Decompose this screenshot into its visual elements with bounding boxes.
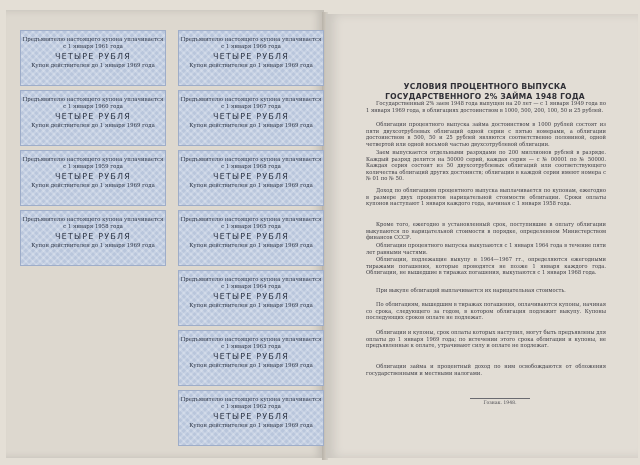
coupon bbox=[20, 90, 166, 146]
coupon-amount: ЧЕТЫРЕ РУБЛЯ bbox=[54, 232, 132, 241]
coupon-date: с 1 января 1959 года bbox=[63, 164, 123, 170]
coupon-header: Предъявителю настоящего купона уплачивается bbox=[180, 397, 322, 403]
condition-paragraph: Заем выпускается отдельными разрядами по 200 миллионов рублей в разряде. Каждый разряд делится на 50000 серий, каждая серия — с № 00001 по № 50000. Каждая серия состоит из 50 двухсотрублевых облигаций или соответствующего количества облигаций других достоинств; облигации в каждой серии имеют номера с № 01 по № 50. bbox=[366, 150, 606, 183]
coupon bbox=[178, 30, 324, 86]
conditions-subtitle: ГОСУДАРСТВЕННОГО 2% ЗАЙМА 1948 ГОДА bbox=[385, 92, 585, 101]
condition-paragraph: Облигации процентного выпуска займа достоинством в 1000 рублей состоят из пяти двухсотрублевых облигаций одной серии с пятью номерами, а облигации достоинством в 500, 50 и 25 рублей являются соответственно половиной, одной четвертой или одной восьмой частью двухсотрублевой облигации. bbox=[366, 122, 606, 148]
coupon-validity: Купон действителен до 1 января 1969 года bbox=[31, 243, 155, 249]
coupon-date: с 1 января 1958 года bbox=[63, 224, 123, 230]
coupon bbox=[20, 210, 166, 266]
condition-paragraph: Доход по облигациям процентного выпуска выплачивается по купонам, ежегодно в размере двух процентов нарицательной стоимости облигации. Сроки оплаты купонов наступают 1 января каждого года, начиная с 1 января 1958 года. bbox=[366, 188, 606, 208]
coupon-validity: Купон действителен до 1 января 1969 года bbox=[189, 123, 313, 129]
coupon-header: Предъявителю настоящего купона уплачивается bbox=[180, 337, 322, 343]
coupon-header: Предъявителю настоящего купона уплачивается bbox=[180, 97, 322, 103]
coupon-amount: ЧЕТЫРЕ РУБЛЯ bbox=[212, 232, 290, 241]
coupon-amount: ЧЕТЫРЕ РУБЛЯ bbox=[54, 52, 132, 61]
coupon bbox=[20, 150, 166, 206]
coupon-amount: ЧЕТЫРЕ РУБЛЯ bbox=[212, 412, 290, 421]
coupon bbox=[178, 210, 324, 266]
coupon-header: Предъявителю настоящего купона уплачивается bbox=[22, 97, 164, 103]
coupon-header: Предъявителю настоящего купона уплачивается bbox=[22, 157, 164, 163]
condition-paragraph: Облигации, подлежащие выкупу в 1964—1967 гг., определяются ежегодными тиражами погашения, которые проводятся не позже 1 января каждого года. Облигации, не вышедшие в тиражах погашения, выкупаются с 1 января 1968 года. bbox=[366, 257, 606, 277]
condition-paragraph: Облигации займа и процентный доход по ним освобождаются от обложения государственными и местными налогами. bbox=[366, 364, 606, 377]
coupon-validity: Купон действителен до 1 января 1969 года bbox=[189, 423, 313, 429]
coupon-amount: ЧЕТЫРЕ РУБЛЯ bbox=[212, 352, 290, 361]
coupon-date: с 1 января 1968 года bbox=[221, 164, 281, 170]
coupon-header: Предъявителю настоящего купона уплачивается bbox=[22, 217, 164, 223]
coupon-amount: ЧЕТЫРЕ РУБЛЯ bbox=[212, 292, 290, 301]
coupon-validity: Купон действителен до 1 января 1969 года bbox=[189, 183, 313, 189]
coupon-header: Предъявителю настоящего купона уплачивается bbox=[22, 37, 164, 43]
coupon-date: с 1 января 1961 года bbox=[63, 44, 123, 50]
coupon-amount: ЧЕТЫРЕ РУБЛЯ bbox=[212, 172, 290, 181]
coupon-validity: Купон действителен до 1 января 1969 года bbox=[189, 303, 313, 309]
coupon-date: с 1 января 1964 года bbox=[221, 284, 281, 290]
coupon-header: Предъявителю настоящего купона уплачивается bbox=[180, 157, 322, 163]
coupon-amount: ЧЕТЫРЕ РУБЛЯ bbox=[54, 172, 132, 181]
coupon bbox=[20, 30, 166, 86]
coupon bbox=[178, 150, 324, 206]
coupon bbox=[178, 330, 324, 386]
coupon-amount: ЧЕТЫРЕ РУБЛЯ bbox=[212, 112, 290, 121]
coupon-header: Предъявителю настоящего купона уплачивается bbox=[180, 277, 322, 283]
printer-note: Гознак. 1948. bbox=[470, 398, 530, 406]
coupon-validity: Купон действителен до 1 января 1969 года bbox=[189, 63, 313, 69]
coupon bbox=[178, 390, 324, 446]
coupon-date: с 1 января 1967 года bbox=[221, 104, 281, 110]
coupon-amount: ЧЕТЫРЕ РУБЛЯ bbox=[54, 112, 132, 121]
coupon-header: Предъявителю настоящего купона уплачивается bbox=[180, 217, 322, 223]
coupon-date: с 1 января 1960 года bbox=[63, 104, 123, 110]
coupon-date: с 1 января 1966 года bbox=[221, 44, 281, 50]
conditions-title: УСЛОВИЯ ПРОЦЕНТНОГО ВЫПУСКА bbox=[403, 82, 567, 91]
coupon-header: Предъявителю настоящего купона уплачивается bbox=[180, 37, 322, 43]
condition-paragraph: Кроме того, ежегодно в установленный срок, поступившие в оплату облигации выкупаются по нарицательной стоимости в порядке, определенном Министерством финансов СССР. bbox=[366, 222, 606, 242]
coupon-amount: ЧЕТЫРЕ РУБЛЯ bbox=[212, 52, 290, 61]
condition-paragraph: По облигациям, вышедшим в тиражах погашения, оплачиваются купоны, начиная со срока, следующего за годом, в котором облигация подлежит выкупу. Купоны последующих сроков оплате не подлежат. bbox=[366, 302, 606, 322]
coupon bbox=[178, 90, 324, 146]
coupon-validity: Купон действителен до 1 января 1969 года bbox=[31, 123, 155, 129]
coupon-validity: Купон действителен до 1 января 1969 года bbox=[189, 243, 313, 249]
coupon-validity: Купон действителен до 1 января 1969 года bbox=[189, 363, 313, 369]
coupon-date: с 1 января 1962 года bbox=[221, 404, 281, 410]
coupon-validity: Купон действителен до 1 января 1969 года bbox=[31, 183, 155, 189]
condition-paragraph: Облигации и купоны, срок оплаты которых наступил, могут быть предъявлены для оплаты до 1 января 1969 года; по истечении этого срока облигации и купоны, не предъявленные к оплате, утрачивают силу и оплате не подлежат. bbox=[366, 330, 606, 350]
condition-paragraph: Облигации процентного выпуска выкупаются с 1 января 1964 года в течение пяти лет равными частями. bbox=[366, 243, 606, 256]
condition-paragraph: При выкупе облигаций выплачивается их нарицательная стоимость. bbox=[376, 288, 566, 294]
coupon-date: с 1 января 1963 года bbox=[221, 344, 281, 350]
coupon bbox=[178, 270, 324, 326]
condition-paragraph: Государственный 2% заем 1948 года выпущен на 20 лет — с 1 января 1949 года по 1 января 1969 года, в облигациях достоинством в 1000, 500, 200, 100, 50 и 25 рублей. bbox=[366, 101, 606, 114]
coupon-validity: Купон действителен до 1 января 1969 года bbox=[31, 63, 155, 69]
coupon-date: с 1 января 1965 года bbox=[221, 224, 281, 230]
